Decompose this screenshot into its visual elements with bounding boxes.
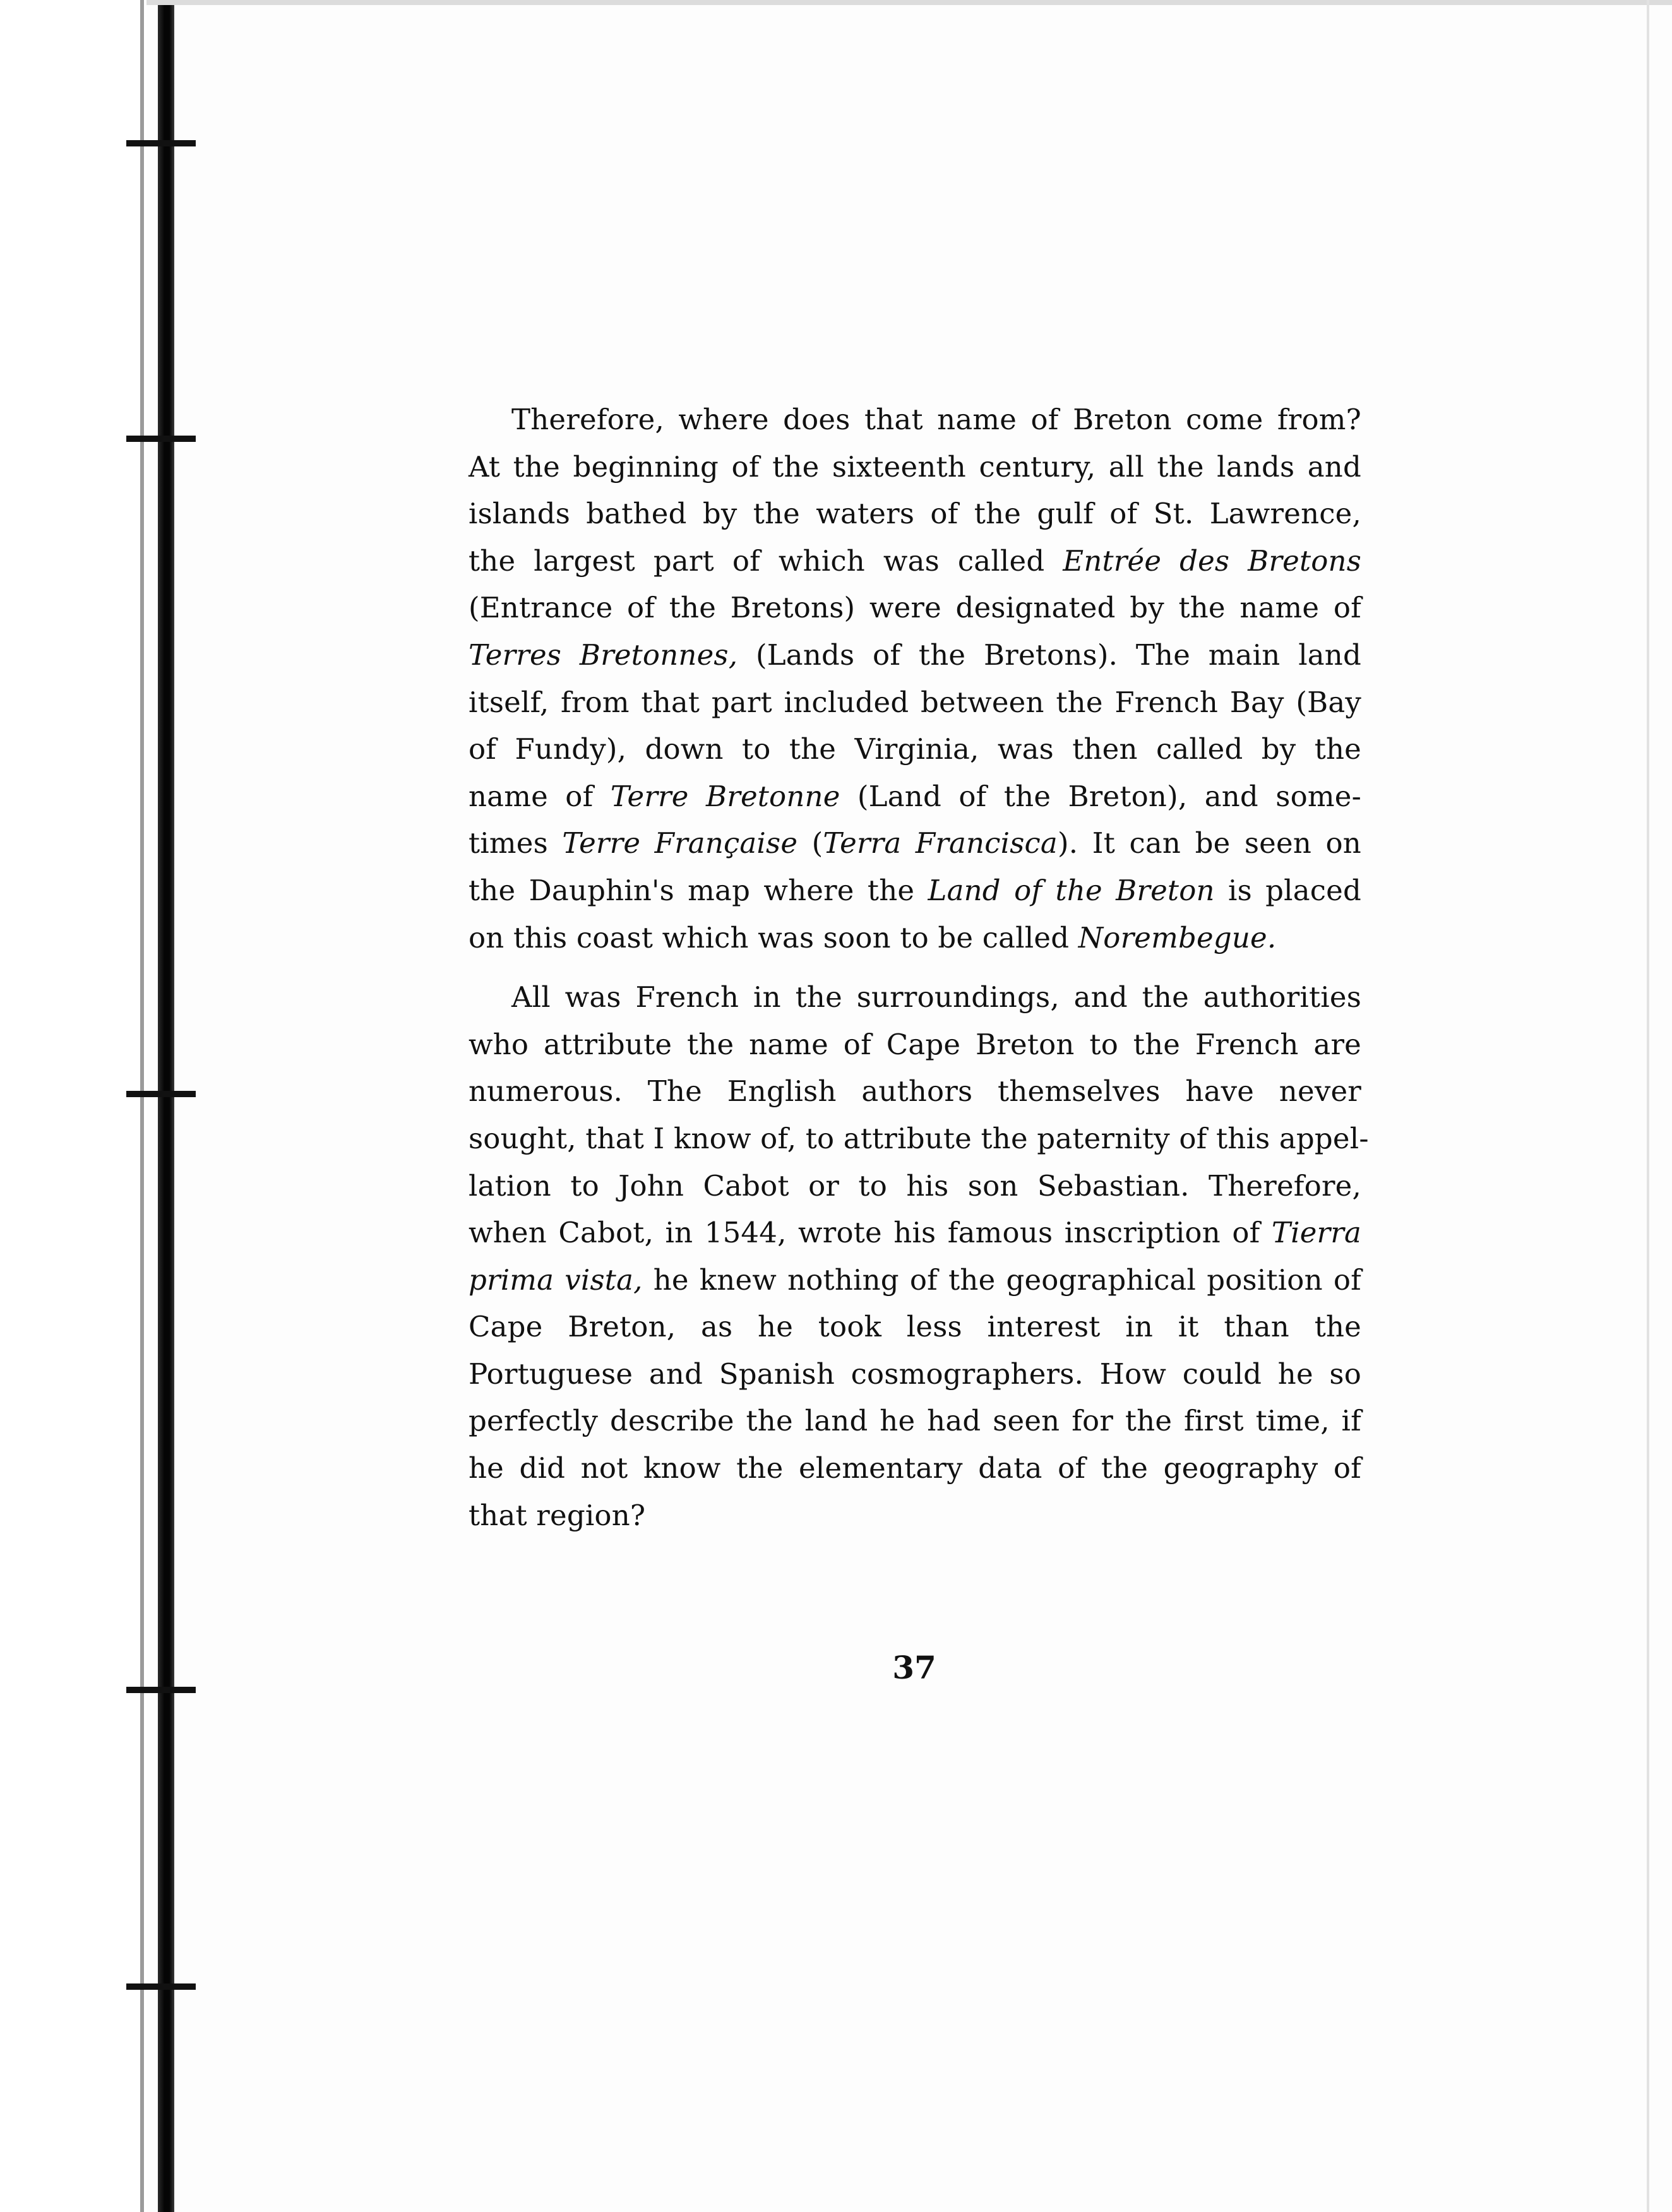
text-line: [469, 1257, 1361, 1304]
text-line: [469, 1068, 1361, 1115]
text-line: [469, 1445, 1361, 1492]
text-run: the largest part of which was called: [469, 544, 1063, 578]
text-line: [469, 491, 1361, 538]
text-line: [469, 679, 1361, 727]
text-run: Portuguese and Spanish cosmographers. How could he so: [469, 1357, 1361, 1391]
text-run: (: [797, 826, 823, 860]
text-line: [469, 820, 1361, 867]
text-run: that region?: [469, 1498, 646, 1532]
right-page-edge: [1647, 0, 1649, 2212]
binding-spine: [158, 0, 174, 2212]
text-run: name of: [469, 779, 611, 813]
italic-run: Tierra: [1271, 1216, 1361, 1250]
text-line: [469, 1163, 1361, 1210]
italic-run: Terre Bretonne: [610, 779, 840, 813]
binding-stitch: [126, 1687, 196, 1693]
binding-stitch: [126, 140, 196, 146]
text-run: itself, from that part included between the French Bay (Bay: [469, 685, 1361, 719]
paragraph: [469, 396, 1361, 961]
text-run: times: [469, 826, 563, 860]
text-run: (Lands of the Bretons). The main land: [737, 638, 1361, 672]
text-run: who attribute the name of Cape Breton to the French are: [469, 1027, 1361, 1061]
text-line: [469, 867, 1361, 915]
binding-margin: [0, 0, 146, 2212]
text-run: All was French in the surroundings, and the authorities: [511, 980, 1361, 1014]
text-run: when Cabot, in 1544, wrote his famous inscription of: [469, 1216, 1272, 1250]
text-run: Cape Breton, as he took less interest in it than the: [469, 1310, 1361, 1344]
text-line: [469, 773, 1361, 821]
text-run: Therefore, where does that name of Breton come from?: [511, 403, 1361, 436]
binding-stitch: [126, 1983, 196, 1990]
text-line: [469, 538, 1361, 585]
text-line: [469, 974, 1361, 1021]
text-line: [469, 1115, 1369, 1163]
text-line: [469, 915, 1361, 962]
italic-run: Norembegue.: [1078, 920, 1277, 954]
text-run: numerous. The English authors themselves have never: [469, 1074, 1361, 1109]
text-run: (Land of the Breton), and some-: [840, 779, 1361, 813]
text-run: perfectly describe the land he had seen for the first time, if: [469, 1404, 1361, 1438]
text-run: he knew nothing of the geographical position of: [642, 1263, 1361, 1297]
text-run: is placed: [1214, 873, 1362, 907]
text-run: lation to John Cabot or to his son Sebastian. Therefore,: [469, 1168, 1361, 1203]
italic-run: Land of the Breton: [928, 873, 1215, 907]
binding-stitch: [126, 1091, 196, 1097]
paragraph: [469, 974, 1369, 1539]
text-line: [469, 1351, 1361, 1398]
text-run: he did not know the elementary data of the geography of: [469, 1451, 1361, 1485]
text-line: [469, 1304, 1361, 1351]
page-number: 37: [892, 1649, 936, 1686]
text-line: [469, 1210, 1361, 1257]
italic-run: Entrée des Bretons: [1063, 544, 1361, 578]
body-text: [469, 396, 1369, 1539]
text-line: [469, 1492, 1361, 1540]
binding-stitch: [126, 436, 196, 442]
text-run: of Fundy), down to the Virginia, was then called by the: [469, 732, 1361, 766]
text-run: At the beginning of the sixteenth century, all the lands and: [469, 449, 1361, 484]
italic-run: Terre Française: [562, 826, 798, 860]
text-line: [469, 396, 1361, 444]
text-run: islands bathed by the waters of the gulf of St. Lawrence,: [469, 497, 1361, 531]
italic-run: Terres Bretonnes,: [469, 638, 738, 672]
text-run: on this coast which was soon to be called: [469, 920, 1078, 954]
text-run: (Entrance of the Bretons) were designated by the name of: [469, 591, 1361, 625]
text-line: [469, 1398, 1361, 1445]
text-line: [469, 726, 1361, 773]
text-line: [469, 1021, 1361, 1069]
text-run: the Dauphin's map where the: [469, 873, 928, 907]
page-edge: [140, 0, 144, 2212]
italic-run: prima vista,: [469, 1263, 643, 1297]
text-run: ). It can be seen on: [1057, 826, 1361, 860]
text-line: [469, 444, 1361, 491]
text-line: [469, 632, 1361, 679]
top-shadow: [146, 0, 1672, 5]
italic-run: Terra Francisca: [823, 826, 1058, 860]
text-line: [469, 585, 1361, 632]
text-run: sought, that I know of, to attribute the paternity of this appel-: [469, 1121, 1369, 1155]
